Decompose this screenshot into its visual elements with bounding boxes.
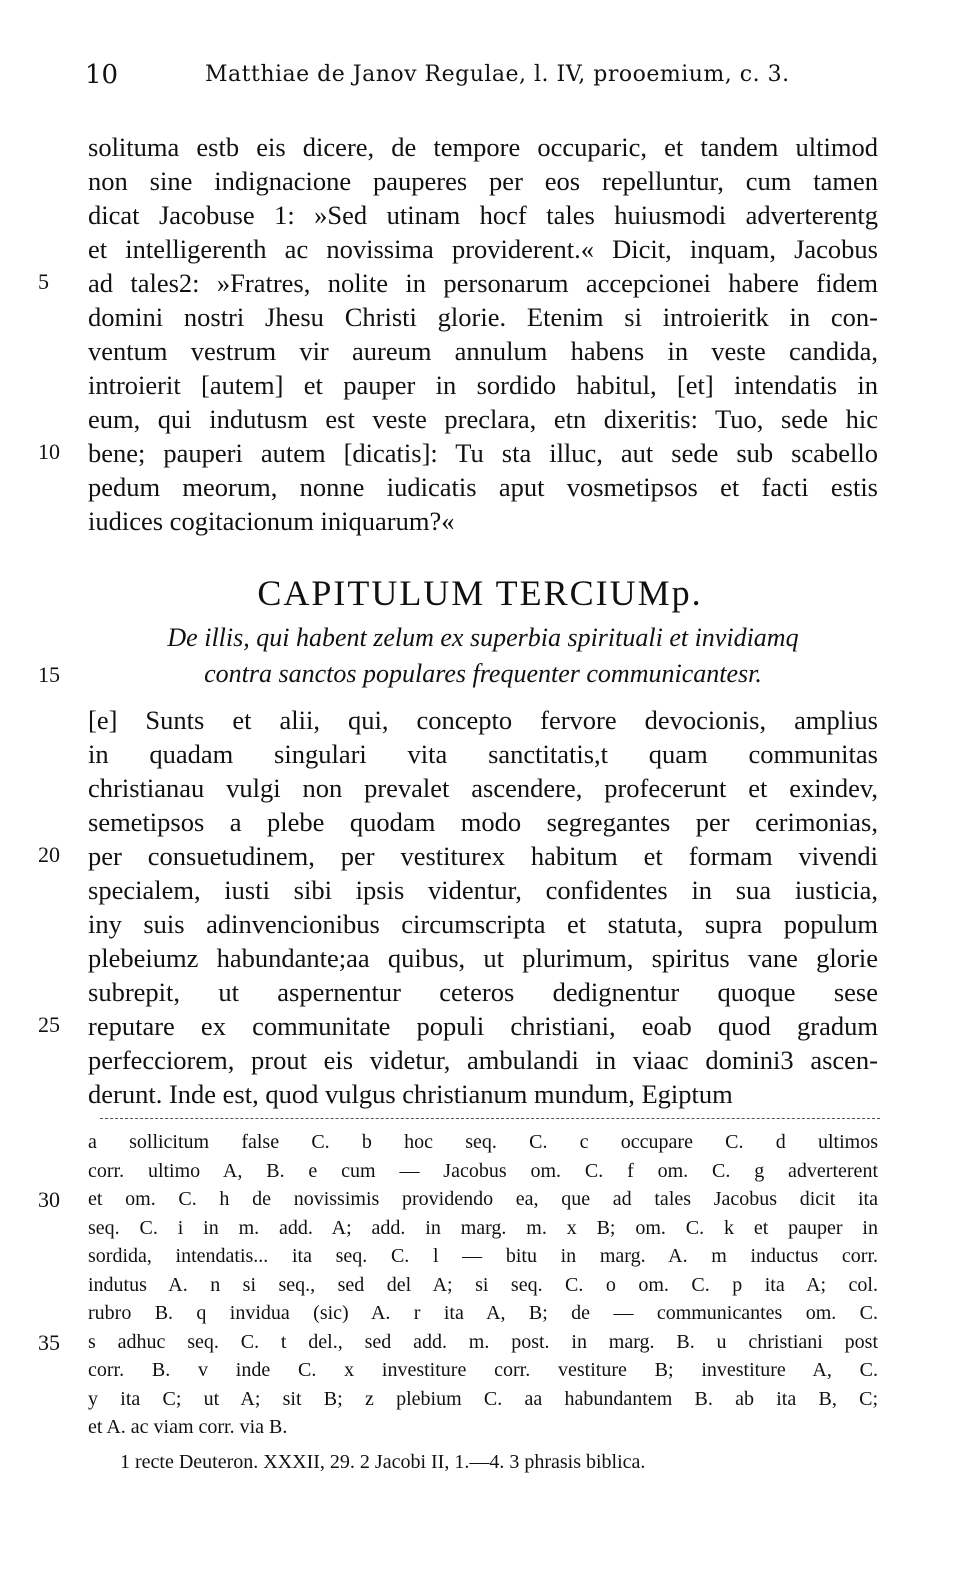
text-line: eum, qui indutusm est veste preclara, etn dixeritis: Tuo, sede hic (88, 404, 878, 434)
text-line: per consuetudinem, per vestiturex habitum et formam vivendi (88, 841, 878, 871)
chapter-subtitle-line-1: De illis, qui habent zelum ex superbia spirituali et invidiamq (167, 623, 799, 652)
text-line: reputare ex communitate populi christiani, eoab quod gradum (88, 1011, 878, 1041)
text-line: christianau vulgi non prevalet ascendere, profecerunt et exindev, (88, 773, 878, 803)
text-line: plebeiumz habundante;aa quibus, ut plurimum, spiritus vane glorie (88, 943, 878, 973)
line-number: 10 (38, 439, 60, 464)
footnote-divider (100, 1118, 880, 1119)
footnote-line: corr. ultimo A, B. e cum — Jacobus om. C. f om. C. g adverterent (88, 1159, 878, 1182)
text-line: et intelligerenth ac novissima providerent.« Dicit, inquam, Jacobus (88, 234, 878, 264)
text-line: iudices cogitacionum iniquarum?« (88, 506, 455, 536)
page-number: 10 (85, 60, 119, 90)
footnote-line: et A. ac viam corr. via B. (88, 1416, 288, 1438)
text-line: ad tales2: »Fratres, nolite in personarum accepcionei habere fidem (88, 268, 878, 298)
line-number: 25 (38, 1012, 60, 1037)
footnote-line: seq. C. i in m. add. A; add. in marg. m. x B; om. C. k et pauper in (88, 1216, 878, 1239)
text-line: domini nostri Jhesu Christi glorie. Etenim si introieritk in con- (88, 302, 878, 332)
chapter-title: CAPITULUM TERCIUMp. (257, 573, 703, 613)
text-line: dicat Jacobuse 1: »Sed utinam hocf tales huiusmodi adverterentg (88, 200, 878, 230)
footnote-line: s adhuc seq. C. t del., sed add. m. post. in marg. B. u christiani post (88, 1330, 878, 1353)
chapter-subtitle-line-2: contra sanctos populares frequenter communicantesr. (204, 659, 762, 688)
line-number: 20 (38, 842, 60, 867)
text-line: subrepit, ut aspernentur ceteros dedignentur quoque sese (88, 977, 878, 1007)
page-header (85, 60, 875, 100)
running-head: Matthiae de Janov Regulae, l. IV, prooemium, c. 3. (205, 62, 790, 87)
line-number: 35 (38, 1329, 60, 1355)
line-number: 5 (38, 269, 49, 294)
text-line: solituma estb eis dicere, de tempore occuparic, et tandem ultimod (88, 132, 878, 162)
text-line: [e] Sunts et alii, qui, concepto fervore devocionis, amplius (88, 705, 878, 735)
footnote-line: et om. C. h de novissimis providendo ea, que ad tales Jacobus dicit ita (88, 1188, 878, 1210)
footnote-line: corr. B. v inde C. x investiture corr. vestiture B; investiture A, C. (88, 1359, 878, 1381)
text-line: iny suis adinvencionibus circumscripta et statuta, supra populum (88, 909, 878, 939)
text-line: perfecciorem, prout eis videtur, ambulandi in viaac domini3 ascen- (88, 1045, 878, 1075)
line-number: 30 (38, 1187, 60, 1212)
text-line: non sine indignacione pauperes per eos repelluntur, cum tamen (88, 166, 878, 196)
text-line: in quadam singulari vita sanctitatis,t quam communitas (88, 739, 878, 769)
line-number: 15 (38, 662, 60, 687)
footnote-line: y ita C; ut A; sit B; z plebium C. aa habundantem B. ab ita B, C; (88, 1387, 878, 1410)
footnote-line: a sollicitum false C. b hoc seq. C. c occupare C. d ultimos (88, 1131, 878, 1153)
text-line: pedum meorum, nonne iudicatis aput vosmetipsos et facti estis (88, 472, 878, 502)
text-line: bene; pauperi autem [dicatis]: Tu sta illuc, aut sede sub scabello (88, 438, 878, 468)
footnote-line: sordida, intendatis... ita seq. C. l — bitu in marg. A. m inductus corr. (88, 1245, 878, 1267)
footnote-line: indutus A. n si seq., sed del A; si seq. C. o om. C. p ita A; col. (88, 1273, 878, 1296)
text-line: derunt. Inde est, quod vulgus christianum mundum, Egiptum (88, 1079, 733, 1109)
text-line: specialem, iusti sibi ipsis videntur, confidentes in sua iusticia, (88, 875, 878, 905)
source-references: 1 recte Deuteron. XXXII, 29. 2 Jacobi II, 1.—4. 3 phrasis biblica. (120, 1451, 646, 1473)
footnote-line: rubro B. q invidua (sic) A. r ita A, B; de — communicantes om. C. (88, 1302, 878, 1324)
text-line: introierit [autem] et pauper in sordido habitul, [et] intendatis in (88, 370, 878, 400)
text-line: ventum vestrum vir aureum annulum habens in veste candida, (88, 336, 878, 366)
text-line: semetipsos a plebe quodam modo segregantes per cerimonias, (88, 807, 878, 837)
